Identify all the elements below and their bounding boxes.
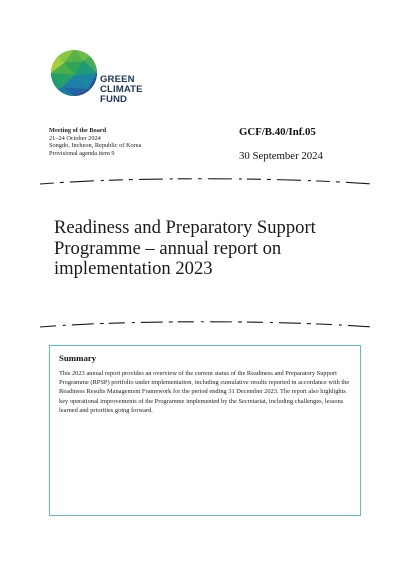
logo-text-line2: CLIMATE <box>100 84 143 95</box>
summary-box <box>49 345 361 516</box>
meeting-dates: 21–24 October 2024 <box>49 134 101 142</box>
gcf-wordmark <box>100 75 143 105</box>
document-date: 30 September 2024 <box>239 150 323 162</box>
logo-text-line3: FUND <box>100 94 128 105</box>
meeting-info <box>49 127 141 157</box>
gcf-logo <box>48 47 100 99</box>
meeting-agenda-item: Provisional agenda item 9 <box>49 149 115 157</box>
document-reference: GCF/B.40/Inf.05 <box>239 126 316 138</box>
title-line3: implementation 2023 <box>54 258 213 279</box>
document-title <box>54 218 374 280</box>
summary-body: This 2023 annual report provides an overview of the current status of the Readiness and Preparatory Support Programme (RPSP) portfolio under implementation, including cumulative results reported in accordance with the Readiness Results Management Framework for the period ending 31 December 2023. The report also highlights key operational improvements of the Programme implemented by the Secretariat, including challenges, lessons learned and priorities going forward. <box>59 370 350 414</box>
top-divider <box>38 174 374 190</box>
bottom-divider <box>38 317 374 333</box>
logo-text-line1: GREEN <box>100 74 135 85</box>
gcf-globe-icon <box>48 47 100 99</box>
title-line2: Programme – annual report on <box>54 237 282 259</box>
title-line1: Readiness and Preparatory Support <box>54 217 316 238</box>
meeting-heading: Meeting of the Board <box>49 127 107 134</box>
summary-heading: Summary <box>59 353 97 363</box>
meeting-location: Songdo, Incheon, Republic of Korea <box>49 142 142 150</box>
